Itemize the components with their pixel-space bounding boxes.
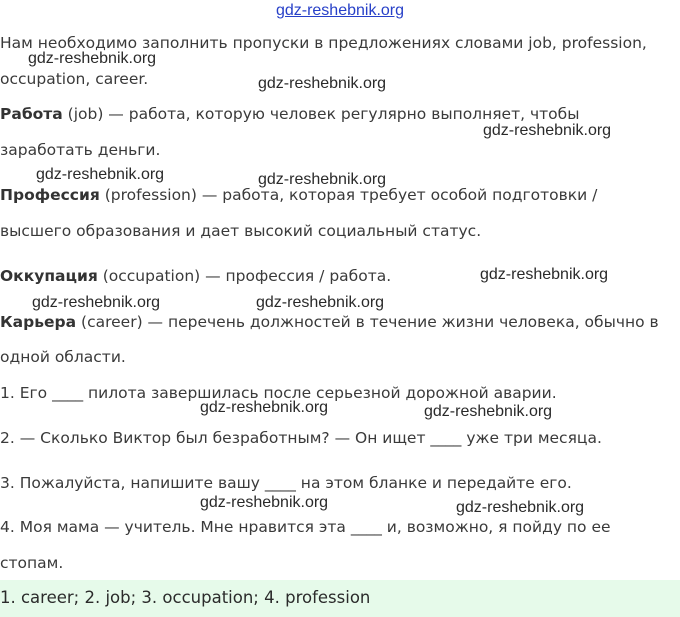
watermark-top[interactable]: gdz-reshebnik.org (275, 2, 405, 19)
watermark: gdz-reshebnik.org (200, 399, 329, 416)
watermark: gdz-reshebnik.org (258, 75, 387, 92)
task-4-line-2: стопам. (0, 554, 64, 572)
definition-occupation-text: (occupation) — профессия / работа. (97, 267, 392, 285)
definition-job-line-2: заработать деньги. (0, 141, 161, 159)
definition-occupation (0, 267, 391, 285)
task-2: 2. — Сколько Виктор был безработным? — Он ищет ____ уже три месяца. (0, 429, 602, 447)
answer-box (0, 580, 680, 617)
term-job: Работа (0, 105, 63, 123)
intro-line-1: Нам необходимо заполнить пропуски в предложениях словами job, profession, (0, 34, 647, 52)
definition-profession-text: (profession) — работа, которая требует особой подготовки / (99, 186, 598, 204)
term-occupation: Оккупация (0, 267, 98, 285)
definition-career (0, 313, 659, 331)
watermark: gdz-reshebnik.org (28, 50, 157, 67)
watermark: gdz-reshebnik.org (200, 494, 329, 511)
watermark: gdz-reshebnik.org (480, 266, 609, 283)
watermark: gdz-reshebnik.org (456, 499, 585, 516)
watermark: gdz-reshebnik.org (36, 166, 165, 183)
watermark: gdz-reshebnik.org (258, 171, 387, 188)
term-career: Карьера (0, 313, 77, 331)
definition-profession-line-2: высшего образования и дает высокий социальный статус. (0, 222, 482, 240)
term-profession: Профессия (0, 186, 100, 204)
watermark: gdz-reshebnik.org (256, 294, 385, 311)
definition-career-line-2: одной области. (0, 348, 126, 366)
definition-job-text: (job) — работа, которую человек регулярно выполняет, чтобы (62, 105, 580, 123)
answer-text: 1. career; 2. job; 3. occupation; 4. profession (0, 588, 371, 607)
watermark: gdz-reshebnik.org (483, 122, 612, 139)
definition-career-text: (career) — перечень должностей в течение жизни человека, обычно в (76, 313, 659, 331)
intro-line-2: occupation, career. (0, 70, 149, 88)
watermark: gdz-reshebnik.org (424, 403, 553, 420)
task-3: 3. Пожалуйста, напишите вашу ____ на этом бланке и передайте его. (0, 474, 572, 492)
task-4: 4. Моя мама — учитель. Мне нравится эта ____ и, возможно, я пойду по ее (0, 518, 611, 536)
watermark: gdz-reshebnik.org (32, 294, 161, 311)
task-1: 1. Его ____ пилота завершилась после серьезной дорожной аварии. (0, 384, 557, 402)
definition-job (0, 105, 579, 123)
